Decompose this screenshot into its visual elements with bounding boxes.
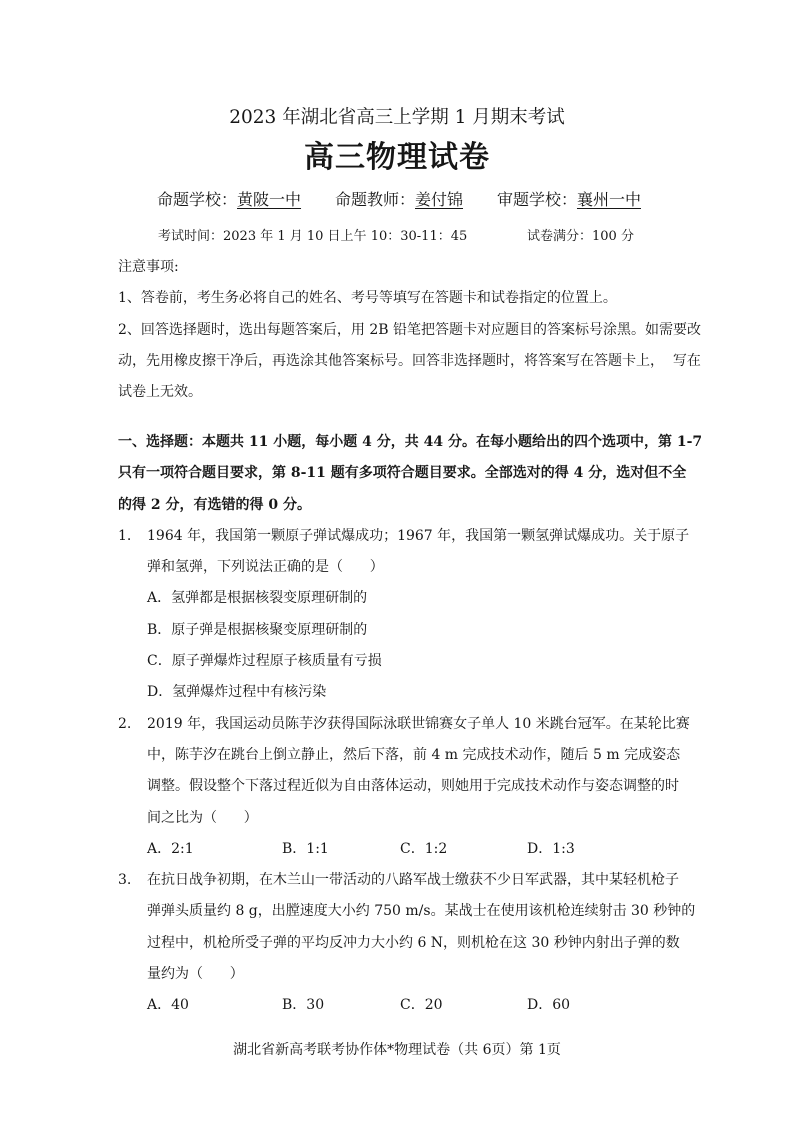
question-text-line: 在抗日战争初期，在木兰山一带活动的八路军战士缴获不少日军武器，其中某轻机枪子 xyxy=(147,872,679,889)
question-text-line: 中，陈芋汐在跳台上倒立静止，然后下落，前 4 m 完成技术动作，随后 5 m 完成姿态 xyxy=(147,746,681,763)
section-heading-line: 的得 2 分，有选错的得 0 分。 xyxy=(118,496,311,513)
option-c: C．20 xyxy=(400,997,443,1014)
option-d: D．1:3 xyxy=(527,840,575,857)
main-block xyxy=(118,427,703,1022)
question-text-line: 弹和氢弹，下列说法正确的是（ ） xyxy=(147,559,384,576)
author-value: 襄州一中 xyxy=(576,190,641,209)
question-text-line: 间之比为（ ） xyxy=(147,809,258,826)
question-text-line: 2019 年，我国运动员陈芋汐获得国际泳联世锦赛女子单人 10 米跳台冠军。在某轮比赛 xyxy=(147,715,690,732)
option-b: B．原子弹是根据核聚变原理研制的 xyxy=(147,621,368,638)
author-value: 黄陂一中 xyxy=(237,190,302,209)
question-number: 2. xyxy=(118,715,132,732)
option-d: D．氢弹爆炸过程中有核污染 xyxy=(147,684,327,701)
author-label: 命题教师： xyxy=(334,190,415,209)
options-row xyxy=(147,834,690,865)
option-d: D．60 xyxy=(527,997,571,1014)
page-footer: 湖北省新高考联考协作体*物理试卷（共 6页）第 1页 xyxy=(233,1042,561,1058)
question-number: 3. xyxy=(118,872,132,889)
question-text-line: 弹弹头质量约 8 g，出膛速度大小约 750 m/s。某战士在使用该机枪连续射击 30 秒钟的 xyxy=(147,903,696,920)
notice-line: 2、回答选择题时，选出每题答案后，用 2B 铅笔把答题卡对应题目的答案标号涂黑。如需要改 xyxy=(118,321,702,338)
question-text-line: 过程中，机枪所受子弹的平均反冲力大小约 6 N，则机枪在这 30 秒钟内射出子弹的数 xyxy=(147,934,680,951)
section-heading-line: 一、选择题：本题共 11 小题，每小题 4 分，共 44 分。在每小题给出的四个选项中，第 1-7 xyxy=(118,434,703,450)
notice-block xyxy=(118,252,702,408)
notice-item xyxy=(118,283,678,314)
question-body xyxy=(147,709,690,865)
author-item-teacher xyxy=(335,188,463,212)
question-1 xyxy=(118,521,690,709)
question-text-line: 1964 年，我国第一颗原子弹试爆成功；1967 年，我国第一颗氢弹试爆成功。关于原子 xyxy=(147,527,690,544)
author-item-reviewer xyxy=(497,188,641,212)
option-a: A．40 xyxy=(147,997,189,1014)
authors-line xyxy=(157,188,641,212)
paper-title: 高三物理试卷 xyxy=(304,140,490,175)
question-2 xyxy=(118,709,690,865)
author-value: 姜付锦 xyxy=(415,190,464,209)
option-b: B．30 xyxy=(282,997,325,1014)
options-row xyxy=(147,990,695,1021)
author-label: 审题学校： xyxy=(496,190,577,209)
section-heading-line: 只有一项符合题目要求，第 8-11 题有多项符合题目要求。全部选对的得 4 分，选对但不全 xyxy=(118,465,687,482)
notice-line: 试卷上无效。 xyxy=(118,384,202,401)
question-text-line: 调整。假设整个下落过程近似为自由落体运动，则她用于完成技术动作与姿态调整的时 xyxy=(147,778,679,795)
notice-line: 动，先用橡皮擦干净后，再选涂其他答案标号。回答非选择题时，将答案写在答题卡上， 写在 xyxy=(118,352,701,369)
section-heading xyxy=(118,427,703,521)
notice-heading: 注意事项: xyxy=(118,259,179,275)
option-a: A．2:1 xyxy=(147,840,194,857)
notice-item xyxy=(118,315,702,409)
question-number: 1. xyxy=(118,527,132,544)
option-b: B．1:1 xyxy=(282,840,329,857)
author-label: 命题学校： xyxy=(157,190,238,209)
question-body xyxy=(147,521,689,709)
question-text-line: 量约为（ ） xyxy=(147,966,244,983)
exam-time: 考试时间：2023 年 1 月 10 日上午 10：30-11：45 xyxy=(158,229,468,244)
exam-title: 2023 年湖北省高三上学期 1 月期末考试 xyxy=(229,107,565,128)
full-score: 试卷满分：100 分 xyxy=(527,229,634,244)
question-body xyxy=(147,865,695,1021)
option-a: A．氢弹都是根据核裂变原理研制的 xyxy=(147,590,368,607)
author-item-school xyxy=(157,188,301,212)
option-c: C．原子弹爆炸过程原子核质量有亏损 xyxy=(147,653,382,670)
question-3 xyxy=(118,865,696,1021)
notice-line: 1、答卷前，考生务必将自己的姓名、考号等填写在答题卡和试卷指定的位置上。 xyxy=(118,290,617,307)
option-c: C．1:2 xyxy=(400,840,448,857)
